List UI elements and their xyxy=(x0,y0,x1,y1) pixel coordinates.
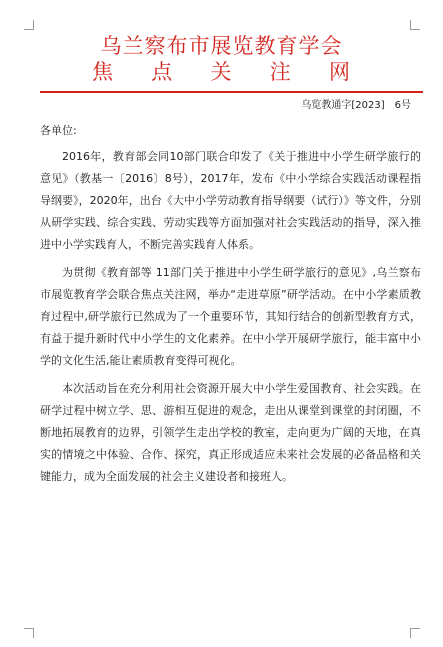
document-body xyxy=(40,120,421,494)
letterhead-subtitle-char: 点 xyxy=(151,60,173,84)
crop-mark-bottom-left xyxy=(24,628,34,638)
paragraph: 2016年，教育部会同10部门联合印发了《关于推进中小学生研学旅行的意见》（教基一〔2016〕8号），2017年，发布《中小学综合实践活动课程指导纲要》，2020年，出台《大中小学劳动教育指导纲要（试行）》等文件，分别从研学实践、综合实践、劳动实践等方面加强对社会实践活动的指导，深入推进中小学实践育人，不断完善实践育人体系。 xyxy=(40,150,421,251)
salutation: 各单位: xyxy=(40,124,77,137)
paragraph: 为贯彻《教育部等 11部门关于推进中小学生研学旅行的意见》,乌兰察布市展览教育学会联合焦点关注网，举办“走进草原”研学活动。在中小学素质教育过程中,研学旅行已然成为了一个重要环节，其知行结合的创新型教育方式，有益于提升新时代中小学生的文化素养。在中小学开展研学旅行，能丰富中小学的文化生活,能让素质教育变得可视化。 xyxy=(40,266,421,367)
letterhead-subtitle-char: 焦 xyxy=(92,60,113,84)
crop-mark-top-left xyxy=(24,20,34,30)
crop-mark-bottom-right xyxy=(410,628,420,638)
letterhead-title: 乌兰察布市展览教育学会 xyxy=(100,34,343,58)
crop-mark-top-right xyxy=(410,20,420,30)
letterhead-subtitle xyxy=(92,60,350,84)
letterhead-red-rule xyxy=(40,91,423,93)
letterhead-subtitle-char: 注 xyxy=(269,60,291,84)
paragraph: 本次活动旨在充分利用社会资源开展大中小学生爱国教育、社会实践。在研学过程中树立学、思、游相互促进的观念，走出从课堂到课堂的封闭圈，不断地拓展教育的边界，引领学生走出学校的教室，走向更为广阔的天地，在真实的情境之中体验、合作、探究，真正形成适应未来社会发展的必备品格和关键能力，成为全面发展的社会主义建设者和接班人。 xyxy=(40,382,421,483)
document-number: 乌览教通字[2023] 6号 xyxy=(301,100,411,111)
letterhead-subtitle-char: 关 xyxy=(210,60,232,84)
letterhead-subtitle-char: 网 xyxy=(329,60,350,84)
